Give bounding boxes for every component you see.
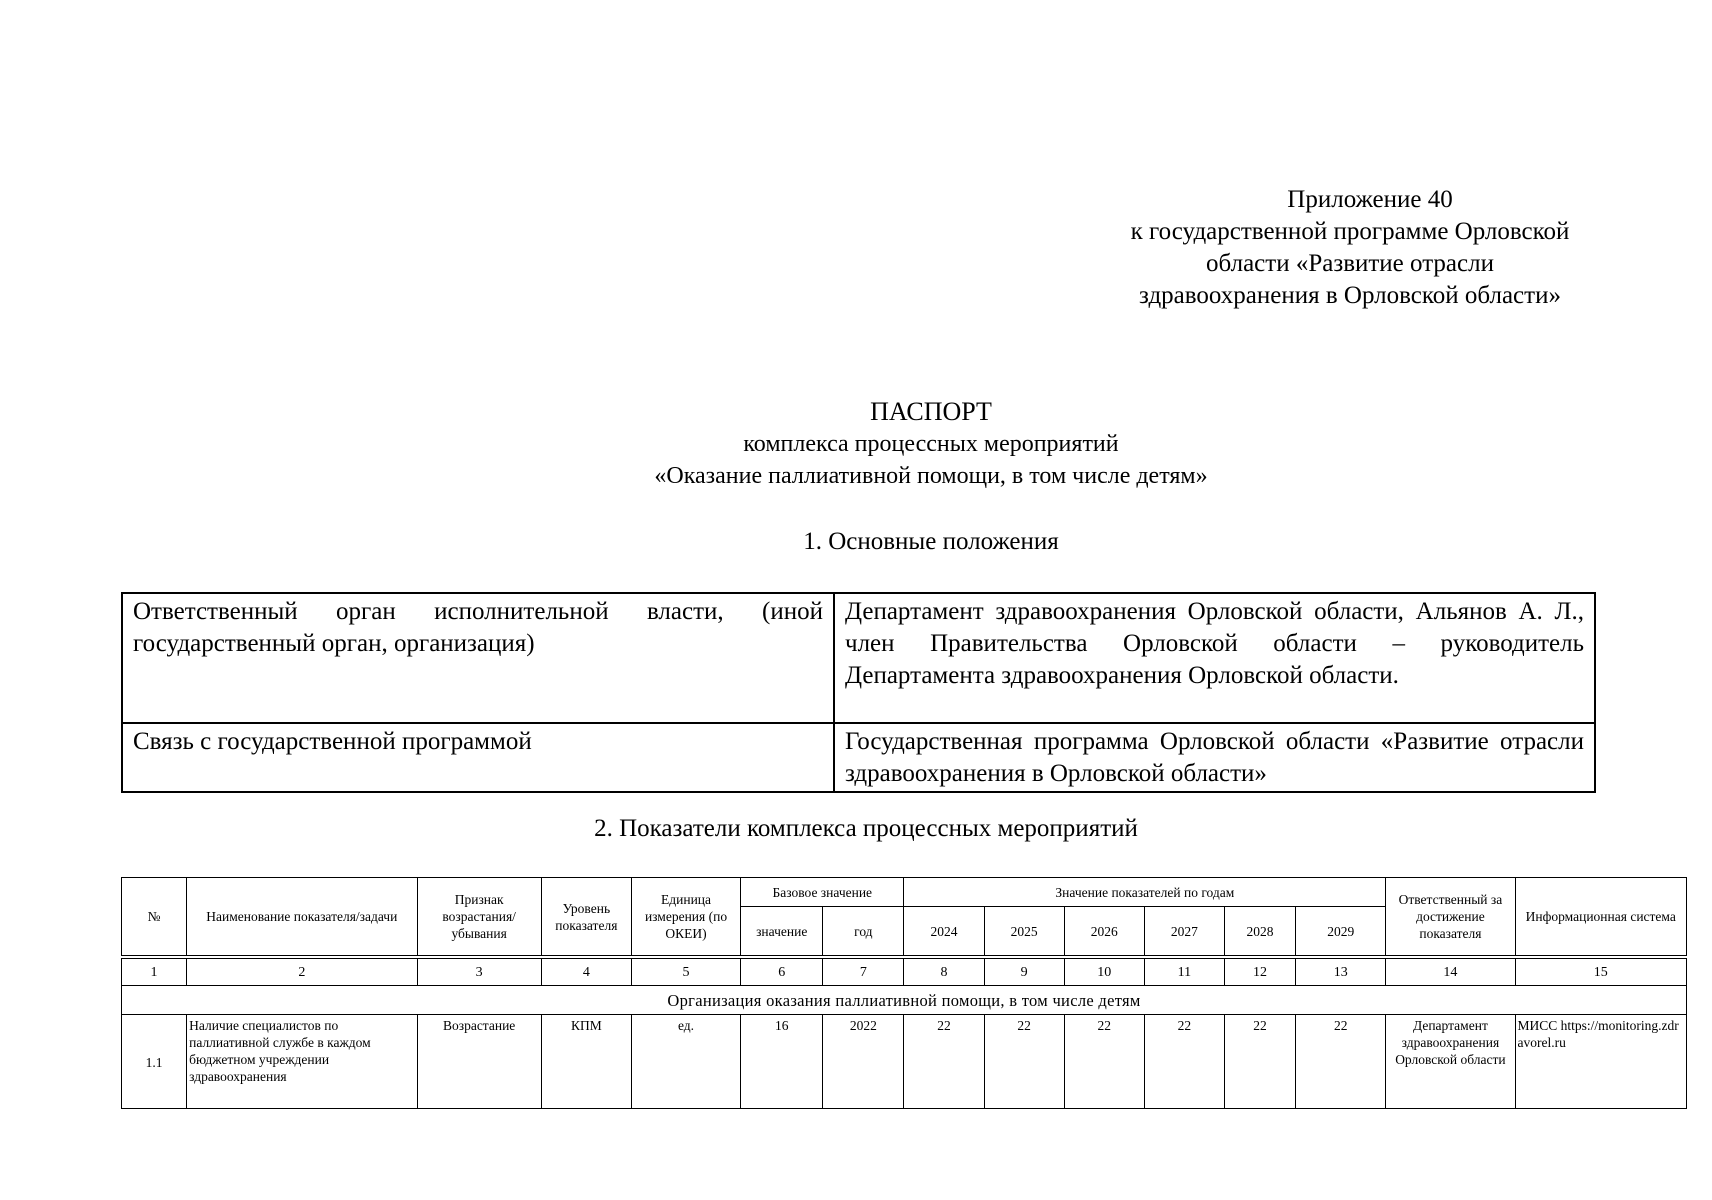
row-value: Департамент здравоохранения Орловской области, Альянов А. Л., член Правительства Орловской области – руководитель Департамента здравоохранения Орловской области. bbox=[834, 593, 1595, 723]
row-base-year: 2022 bbox=[823, 1015, 904, 1109]
column-number: 15 bbox=[1515, 959, 1686, 986]
row-label: Ответственный орган исполнительной власти, (иной государственный орган, организация) bbox=[122, 593, 834, 723]
header-level: Уровень показателя bbox=[541, 878, 631, 956]
row-label: Связь с государственной программой bbox=[122, 723, 834, 792]
header-years-group: Значение показателей по годам bbox=[904, 878, 1386, 907]
column-numbers-row bbox=[122, 959, 1687, 986]
title-line-3: «Оказание паллиативной помощи, в том числе детям» bbox=[654, 463, 1208, 489]
header-info-system: Информационная система bbox=[1515, 878, 1686, 956]
title-line-1: ПАСПОРТ bbox=[870, 397, 992, 426]
appendix-line-1: Приложение 40 bbox=[1287, 186, 1453, 213]
appendix-note bbox=[1040, 184, 1660, 312]
header-year: 2029 bbox=[1296, 907, 1386, 956]
header-base: Базовое значение bbox=[741, 878, 904, 907]
header-year: 2026 bbox=[1064, 907, 1144, 956]
row-year-value: 22 bbox=[984, 1015, 1064, 1109]
row-level: КПМ bbox=[541, 1015, 631, 1109]
header-unit: Единица измерения (по ОКЕИ) bbox=[631, 878, 740, 956]
indicators-table bbox=[121, 877, 1687, 1109]
section-title: Организация оказания паллиативной помощи, в том числе детям bbox=[122, 986, 1687, 1015]
column-number: 11 bbox=[1144, 959, 1224, 986]
column-number: 1 bbox=[122, 959, 187, 986]
document-title bbox=[0, 396, 1712, 492]
appendix-line-2: к государственной программе Орловской bbox=[1130, 218, 1570, 245]
column-number: 2 bbox=[187, 959, 417, 986]
column-number: 14 bbox=[1386, 959, 1515, 986]
header-responsible: Ответственный за достижение показателя bbox=[1386, 878, 1515, 956]
column-number: 4 bbox=[541, 959, 631, 986]
main-provisions-table bbox=[121, 592, 1596, 793]
column-number: 8 bbox=[904, 959, 984, 986]
row-year-value: 22 bbox=[1064, 1015, 1144, 1109]
column-number: 5 bbox=[631, 959, 740, 986]
header-row-1 bbox=[122, 878, 1687, 907]
row-sign: Возрастание bbox=[417, 1015, 541, 1109]
column-number: 3 bbox=[417, 959, 541, 986]
row-year-value: 22 bbox=[1144, 1015, 1224, 1109]
header-year: 2027 bbox=[1144, 907, 1224, 956]
row-unit: ед. bbox=[631, 1015, 740, 1109]
header-name: Наименование показателя/задачи bbox=[187, 878, 417, 956]
row-name: Наличие специалистов по паллиативной службе в каждом бюджетном учреждении здравоохранения bbox=[187, 1015, 417, 1109]
section-1-heading: 1. Основные положения bbox=[803, 528, 1059, 555]
table-row bbox=[122, 723, 1595, 792]
row-base-value: 16 bbox=[741, 1015, 823, 1109]
header-no: № bbox=[122, 878, 187, 956]
header-sign: Признак возрастания/ убывания bbox=[417, 878, 541, 956]
header-base-value: значение bbox=[741, 907, 823, 956]
column-number: 9 bbox=[984, 959, 1064, 986]
row-responsible: Департамент здравоохранения Орловской области bbox=[1386, 1015, 1515, 1109]
appendix-line-3: области «Развитие отрасли bbox=[1206, 250, 1494, 277]
header-year: 2028 bbox=[1224, 907, 1295, 956]
row-year-value: 22 bbox=[1224, 1015, 1295, 1109]
row-year-value: 22 bbox=[904, 1015, 984, 1109]
section-title-row bbox=[122, 986, 1687, 1015]
appendix-line-4: здравоохранения в Орловской области» bbox=[1139, 282, 1561, 309]
column-number: 12 bbox=[1224, 959, 1295, 986]
row-info-system: МИСС https://monitoring.zdravorel.ru bbox=[1515, 1015, 1686, 1109]
row-year-value: 22 bbox=[1296, 1015, 1386, 1109]
column-number: 7 bbox=[823, 959, 904, 986]
header-year: 2025 bbox=[984, 907, 1064, 956]
header-base-year: год bbox=[823, 907, 904, 956]
table-row bbox=[122, 1015, 1687, 1109]
header-year: 2024 bbox=[904, 907, 984, 956]
column-number: 13 bbox=[1296, 959, 1386, 986]
column-number: 6 bbox=[741, 959, 823, 986]
row-no: 1.1 bbox=[122, 1015, 187, 1109]
section-2-heading: 2. Показатели комплекса процессных мероприятий bbox=[594, 815, 1138, 842]
title-line-2: комплекса процессных мероприятий bbox=[743, 431, 1119, 457]
column-number: 10 bbox=[1064, 959, 1144, 986]
table-row bbox=[122, 593, 1595, 723]
row-value: Государственная программа Орловской области «Развитие отрасли здравоохранения в Орловской области» bbox=[834, 723, 1595, 792]
